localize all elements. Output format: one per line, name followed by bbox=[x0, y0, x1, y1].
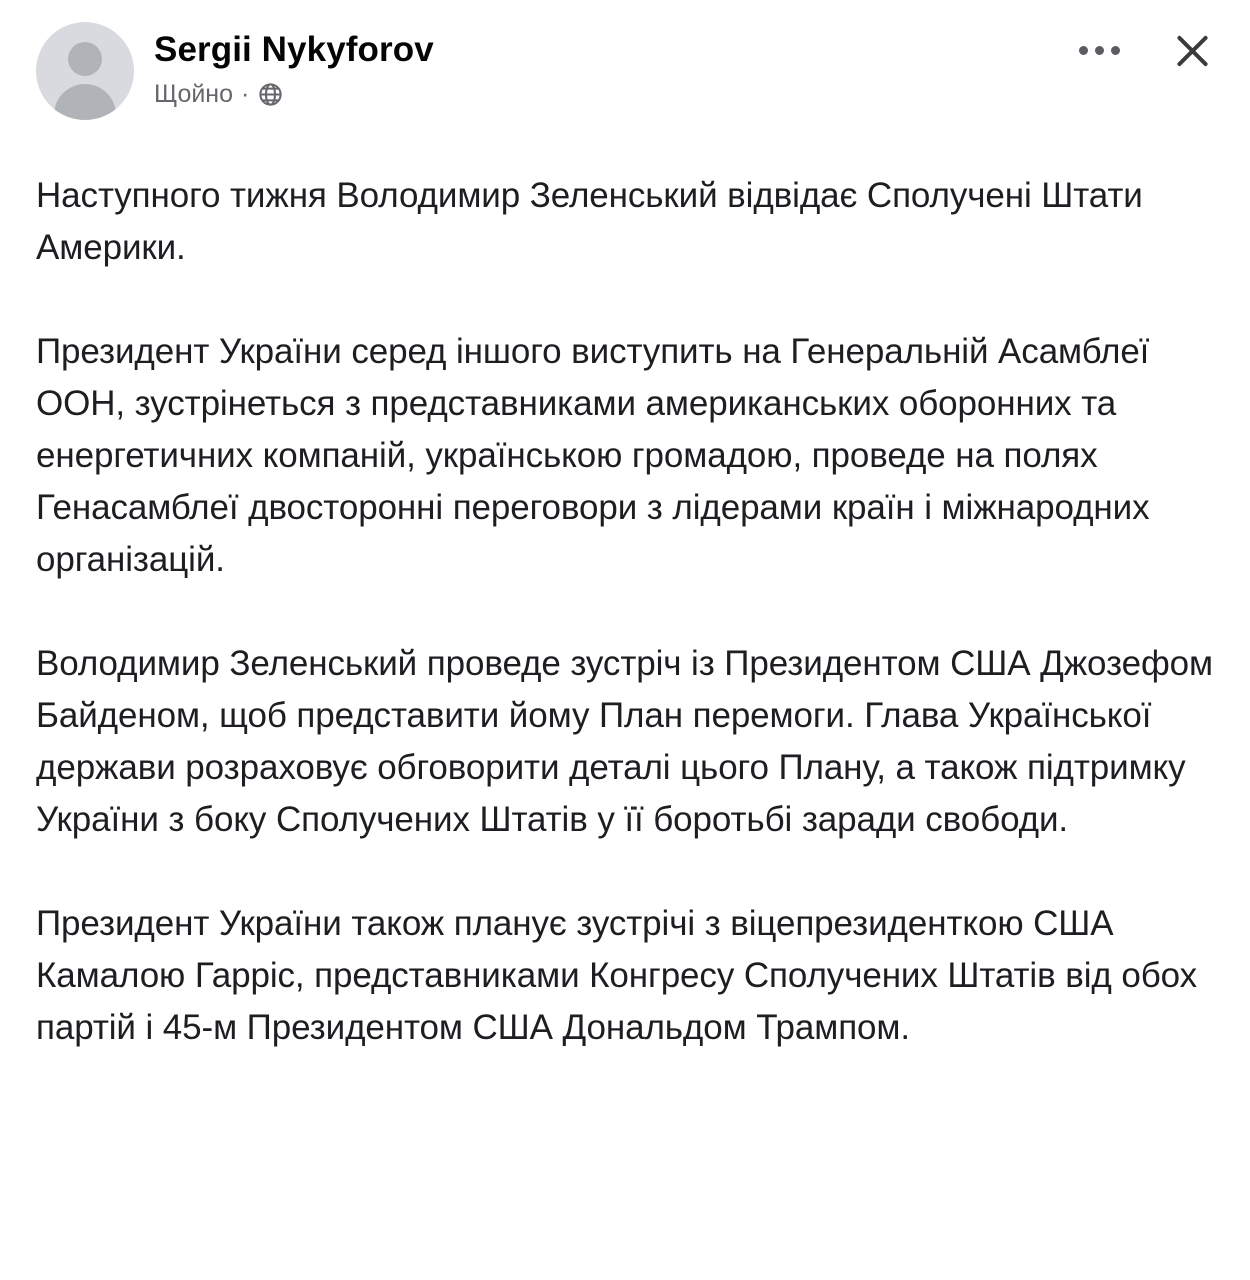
post-paragraph: Наступного тижня Володимир Зеленський відвідає Сполучені Штати Америки. bbox=[36, 176, 1143, 267]
post-paragraph: Президент України також планує зустрічі з віцепрезиденткою США Камалою Гарріс, представниками Конгресу Сполучених Штатів від обох партій і 45-м Президентом США Дональдом Трампом. bbox=[36, 904, 1198, 1047]
meta-separator: · bbox=[241, 80, 250, 108]
post-meta bbox=[154, 80, 434, 109]
more-dot-3 bbox=[1111, 46, 1120, 55]
avatar-head-shape bbox=[68, 42, 102, 76]
post-timestamp[interactable]: Щойно bbox=[154, 80, 234, 108]
avatar-body-shape bbox=[54, 84, 116, 120]
avatar[interactable] bbox=[36, 22, 134, 120]
more-options-icon[interactable] bbox=[1075, 36, 1124, 65]
globe-icon[interactable] bbox=[257, 81, 284, 108]
close-icon[interactable] bbox=[1170, 28, 1214, 72]
author-name[interactable]: Sergii Nykyforov bbox=[154, 30, 434, 69]
more-dot-2 bbox=[1095, 46, 1104, 55]
post-body bbox=[36, 170, 1214, 1054]
more-dot-1 bbox=[1079, 46, 1088, 55]
post-paragraph: Президент України серед іншого виступить на Генеральній Асамблеї ООН, зустрінеться з представниками американських оборонних та енергетичних компаній, українською громадою, проведе на полях Генасамблеї двосторонні переговори з лідерами країн і міжнародних організацій. bbox=[36, 332, 1150, 579]
post-paragraph: Володимир Зеленський проведе зустріч із Президентом США Джозефом Байденом, щоб представити йому План перемоги. Глава Української держави розраховує обговорити деталі цього Плану, а також підтримку України з боку Сполучених Штатів у її боротьбі заради свободи. bbox=[36, 644, 1213, 839]
post-header bbox=[36, 22, 1214, 134]
post-header-actions bbox=[1075, 28, 1214, 72]
post-identity bbox=[154, 22, 434, 109]
